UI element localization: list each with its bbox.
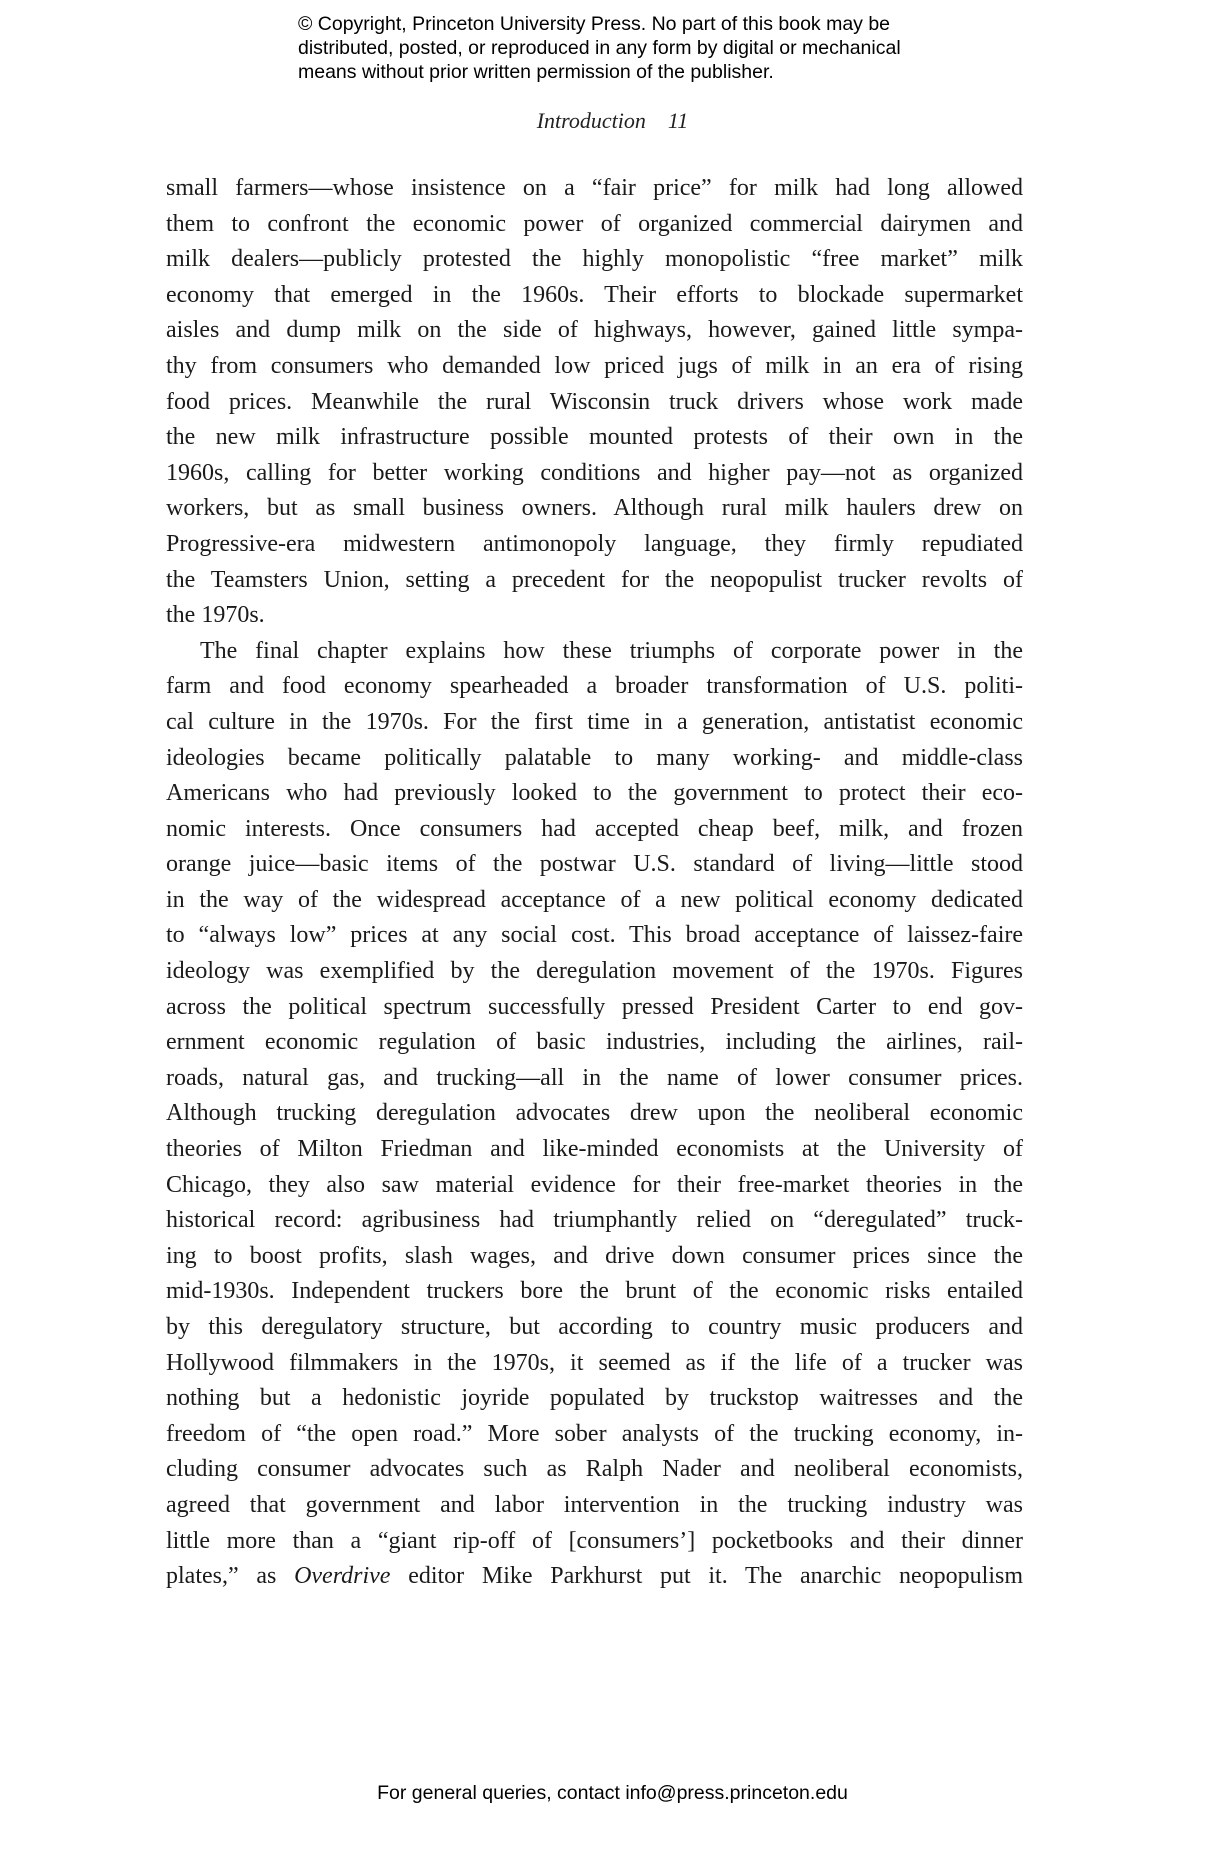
footer-contact: For general queries, contact info@press.princeton.edu (377, 1782, 848, 1804)
running-head-title: Introduction (536, 108, 646, 133)
text-line: in the way of the widespread acceptance of a new political economy dedicated (166, 886, 1023, 913)
text-line: orange juice—basic items of the postwar U.S. standard of living—little stood (166, 851, 1023, 878)
text-segment: editor Mike Parkhurst put it. The anarchic neopopulism (390, 1563, 1023, 1590)
text-line: cal culture in the 1970s. For the first time in a generation, antistatist economic (166, 708, 1023, 735)
text-line: roads, natural gas, and trucking—all in the name of lower consumer prices. (166, 1064, 1023, 1091)
text-line: the Teamsters Union, setting a precedent for the neopopulist trucker revolts of (166, 566, 1023, 593)
text-line: economy that emerged in the 1960s. Their efforts to blockade supermarket (166, 281, 1023, 308)
text-line: small farmers—whose insistence on a “fair price” for milk had long allowed (166, 175, 1023, 201)
text-line: nomic interests. Once consumers had accepted cheap beef, milk, and frozen (166, 815, 1023, 842)
text-line: food prices. Meanwhile the rural Wisconsin truck drivers whose work made (166, 388, 1023, 415)
paragraph (166, 634, 1023, 1559)
text-line: theories of Milton Friedman and like-minded economists at the University of (166, 1136, 1023, 1163)
text-line: the 1970s. (166, 602, 265, 629)
text-line: Chicago, they also saw material evidence for their free-market theories in the (166, 1171, 1023, 1198)
text-line: cluding consumer advocates such as Ralph Nader and neoliberal economists, (166, 1456, 1023, 1483)
running-head (0, 108, 1225, 134)
text-line: agreed that government and labor intervention in the trucking industry was (166, 1491, 1023, 1518)
copyright-line: distributed, posted, or reproduced in any form by digital or mechanical (298, 37, 901, 59)
text-line: historical record: agribusiness had triumphantly relied on “deregulated” truck- (166, 1207, 1023, 1234)
text-line: 1960s, calling for better working conditions and higher pay—not as organized (166, 459, 1023, 486)
copyright-line: © Copyright, Princeton University Press. No part of this book may be (298, 13, 891, 35)
text-line: Americans who had previously looked to the government to protect their eco- (166, 780, 1023, 807)
text-line: ernment economic regulation of basic industries, including the airlines, rail- (166, 1029, 1023, 1056)
body-text (166, 171, 1023, 1595)
page-number: 11 (667, 108, 689, 133)
text-line: farm and food economy spearheaded a broader transformation of U.S. politi- (166, 673, 1023, 700)
text-line: The final chapter explains how these triumphs of corporate power in the (200, 637, 1023, 664)
copyright-notice (298, 12, 901, 84)
text-line: workers, but as small business owners. Although rural milk haulers drew on (166, 495, 1023, 522)
text-line: across the political spectrum successfully pressed President Carter to end gov- (166, 993, 1023, 1020)
text-line: the new milk infrastructure possible mounted protests of their own in the (166, 424, 1023, 451)
text-line: nothing but a hedonistic joyride populated by truckstop waitresses and the (166, 1385, 1023, 1412)
italic-title: Overdrive (294, 1563, 391, 1590)
text-line: milk dealers—publicly protested the highly monopolistic “free market” milk (166, 246, 1023, 273)
text-line: them to confront the economic power of organized commercial dairymen and (166, 210, 1023, 237)
text-line: by this deregulatory structure, but according to country music producers and (166, 1314, 1023, 1340)
paragraph (166, 171, 1023, 634)
text-line: thy from consumers who demanded low priced jugs of milk in an era of rising (166, 352, 1023, 379)
text-line: to “always low” prices at any social cost. This broad acceptance of laissez-faire (166, 922, 1023, 949)
text-line: little more than a “giant rip-off of [consumers’] pocketbooks and their dinner (166, 1527, 1023, 1554)
text-line: aisles and dump milk on the side of highways, however, gained little sympa- (166, 317, 1023, 344)
text-line: ideology was exemplified by the deregulation movement of the 1970s. Figures (166, 958, 1023, 985)
text-line: ideologies became politically palatable to many working- and middle-class (166, 744, 1023, 771)
text-segment: plates,” as (166, 1563, 295, 1590)
text-line: Hollywood filmmakers in the 1970s, it seemed as if the life of a trucker was (166, 1349, 1023, 1376)
text-line: ing to boost profits, slash wages, and drive down consumer prices since the (166, 1242, 1023, 1269)
text-line (166, 1559, 1023, 1595)
text-line: freedom of “the open road.” More sober analysts of the trucking economy, in- (166, 1420, 1023, 1447)
text-line: Although trucking deregulation advocates drew upon the neoliberal economic (166, 1100, 1023, 1127)
copyright-line: means without prior written permission of the publisher. (298, 61, 774, 83)
text-line: Progressive-era midwestern antimonopoly language, they firmly repudiated (166, 530, 1023, 557)
text-line: mid-1930s. Independent truckers bore the brunt of the economic risks entailed (166, 1278, 1023, 1305)
